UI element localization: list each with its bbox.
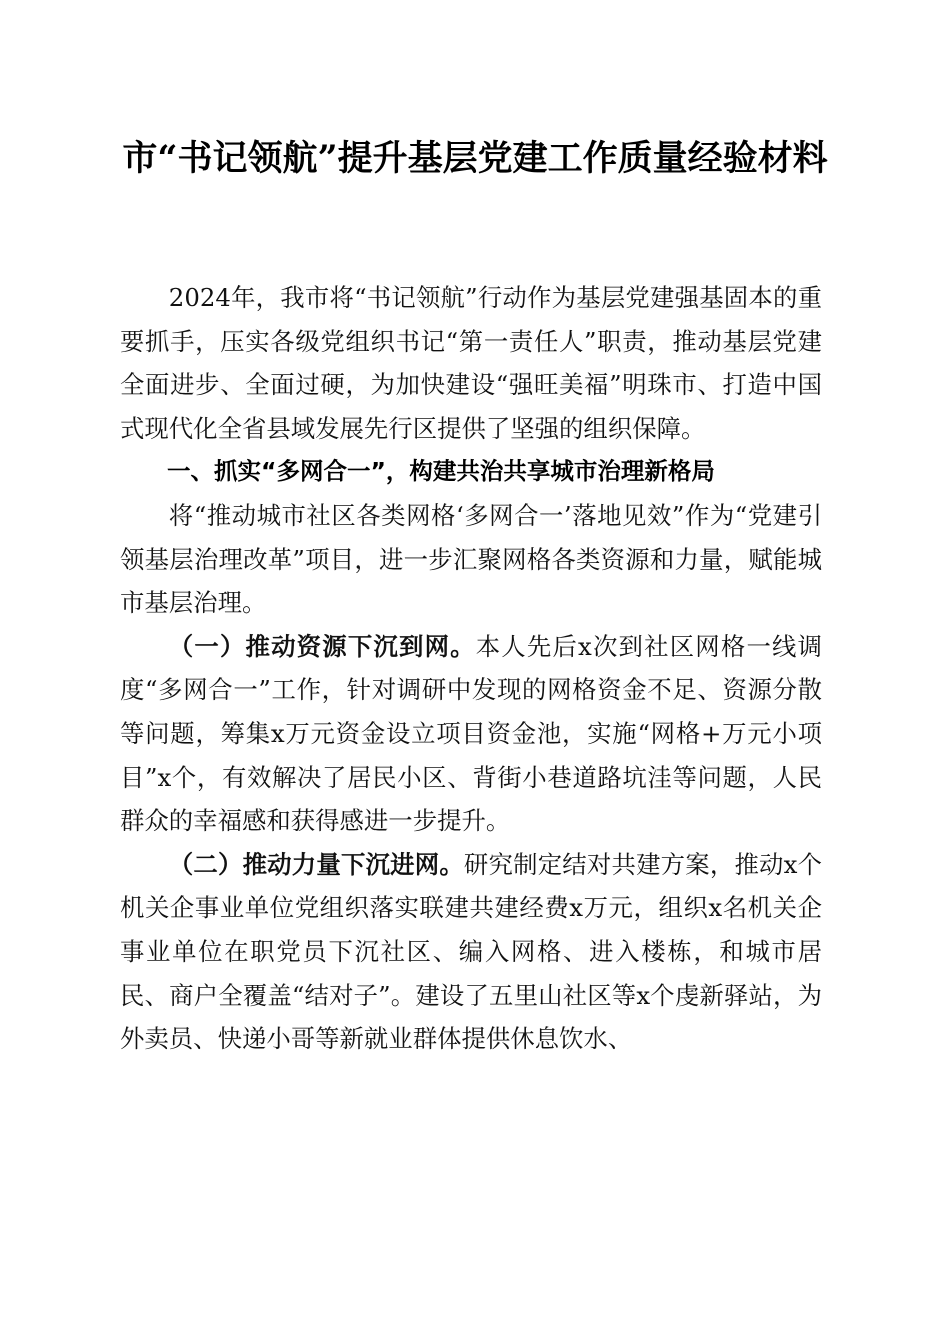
subsection-1-text: 本人先后x次到社区网格一线调度“多网合一”工作，针对调研中发现的网格资金不足、资源分散等问题，筹集x万元资金设立项目资金池，实施“网格+万元小项目”x个，有效解决了居民小区、背街小巷道路坑洼等问题，人民群众的幸福感和获得感进一步提升。 — [120, 631, 822, 836]
subsection-1-paragraph — [120, 625, 822, 843]
section-heading-1: 一、抓实“多网合一”，构建共治共享城市治理新格局 — [167, 457, 715, 486]
document-body — [120, 276, 822, 1061]
subsection-2-lead: （二）推动力量下沉进网。 — [168, 849, 464, 879]
intro-paragraph: 2024年，我市将“书记领航”行动作为基层党建强基固本的重要抓手，压实各级党组织书记“第一责任人”职责，推动基层党建全面进步、全面过硬，为加快建设“强旺美福”明珠市、打造中国式现代化全省县域发展先行区提供了坚强的组织保障。 — [120, 283, 822, 443]
subsection-1-lead: （一）推动资源下沉到网。 — [168, 631, 476, 661]
subsection-2-text: 研究制定结对共建方案，推动x个机关企事业单位党组织落实联建共建经费x万元，组织x名机关企事业单位在职党员下沉社区、编入网格、进入楼栋，和城市居民、商户全覆盖“结对子”。建设了五里山社区等x个虔新驿站，为外卖员、快递小哥等新就业群体提供休息饮水、 — [120, 849, 822, 1054]
section-1-paragraph: 将“推动城市社区各类网格‘多网合一’落地见效”作为“党建引领基层治理改革”项目，进一步汇聚网格各类资源和力量，赋能城市基层治理。 — [120, 500, 822, 618]
subsection-2-paragraph — [120, 843, 822, 1061]
document-title: 市“书记领航”提升基层党建工作质量经验材料 — [122, 138, 828, 179]
